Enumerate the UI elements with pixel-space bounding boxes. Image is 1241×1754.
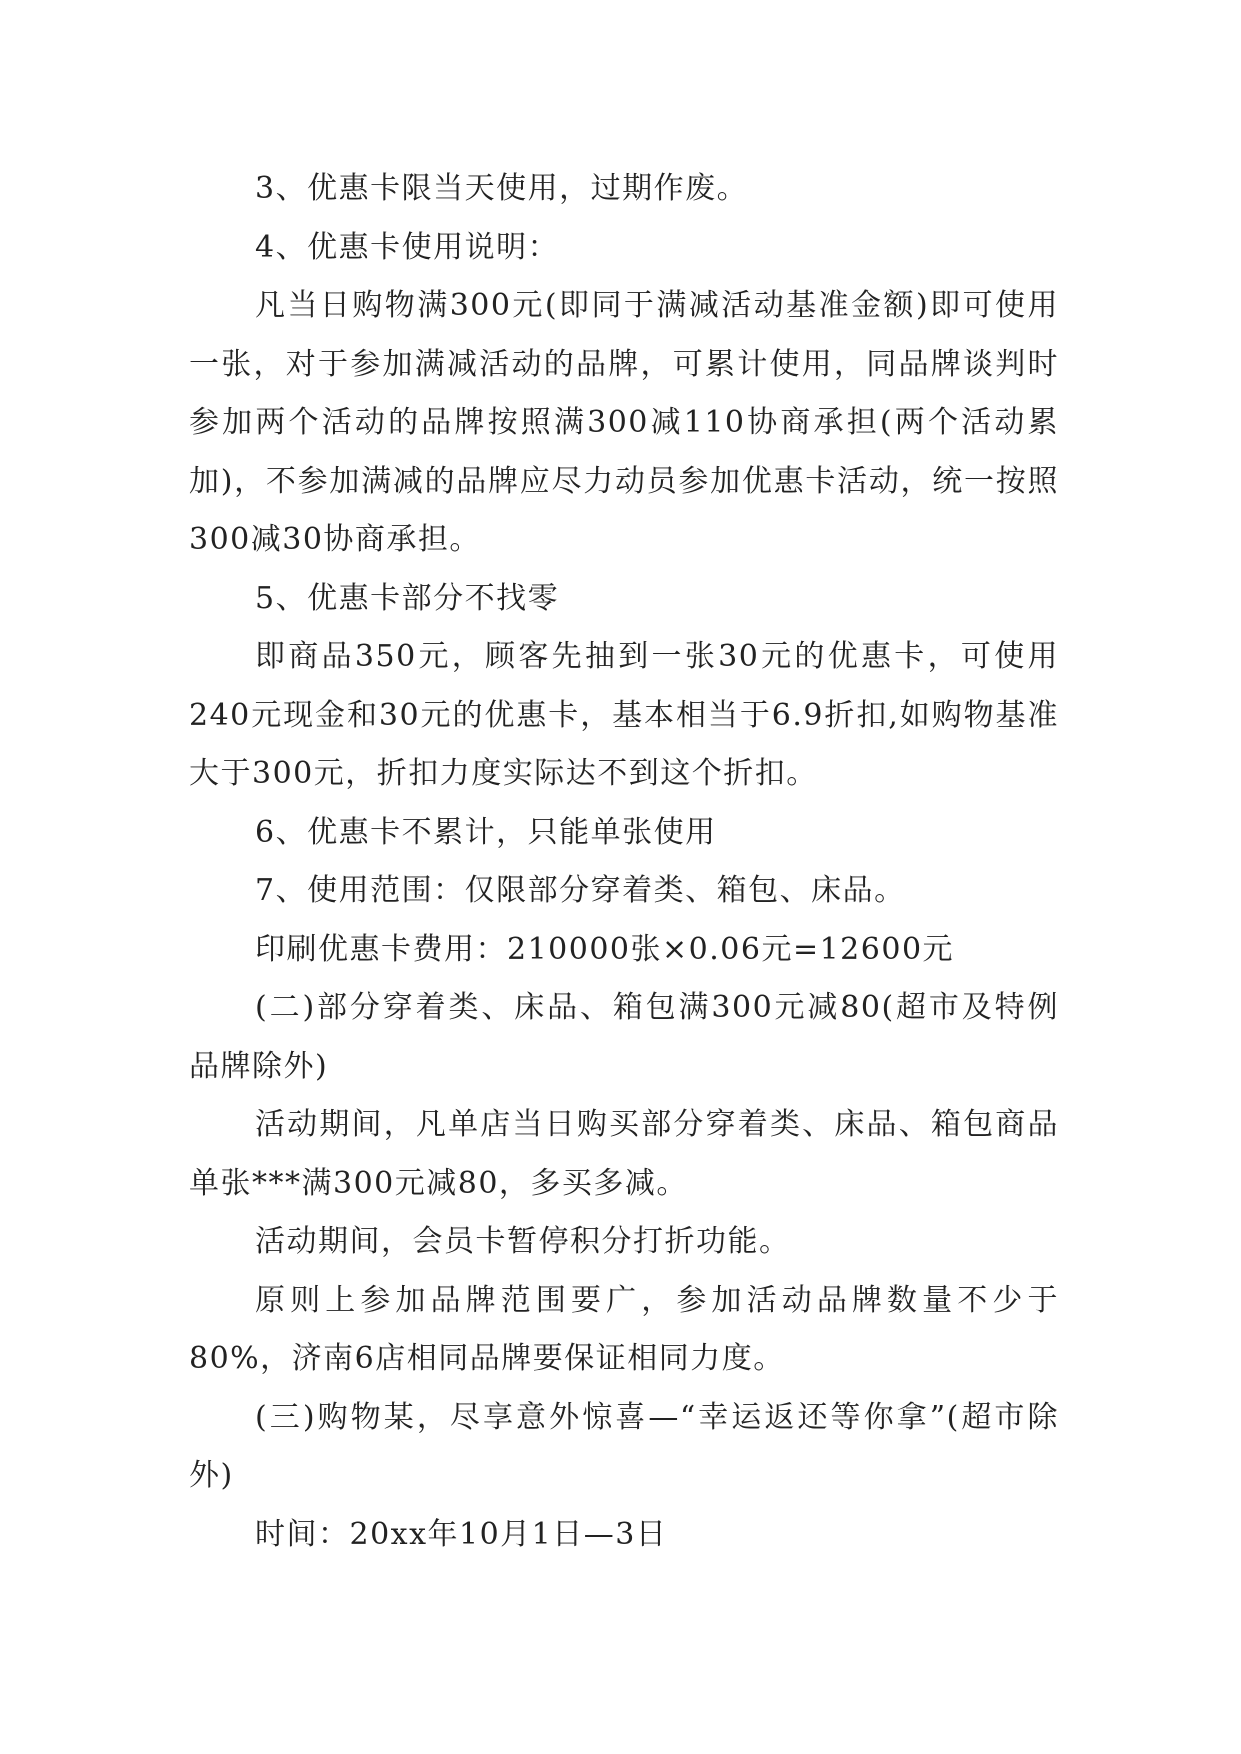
paragraph: 印刷优惠卡费用：210000张×0.06元=12600元 xyxy=(255,931,955,967)
paragraph: 凡当日购物满300元(即同于满减活动基准金额)即可使用一张，对于参加满减活动的品牌，可累计使用，同品牌谈判时参加两个活动的品牌按照满300减110协商承担(两个活动累加)，不参加满减的品牌应尽力动员参加优惠卡活动，统一按照300减30协商承担。 xyxy=(189,288,1059,557)
paragraph: 5、优惠卡部分不找零 xyxy=(255,580,560,616)
paragraph: 即商品350元，顾客先抽到一张30元的优惠卡，可使用240元现金和30元的优惠卡，基本相当于6.9折扣,如购物基准大于300元，折扣力度实际达不到这个折扣。 xyxy=(189,639,1059,791)
paragraph: 4、优惠卡使用说明： xyxy=(255,229,560,265)
paragraph: 活动期间，会员卡暂停积分打折功能。 xyxy=(255,1224,791,1259)
paragraph: (二)部分穿着类、床品、箱包满300元减80(超市及特例品牌除外) xyxy=(189,990,1059,1084)
paragraph: 原则上参加品牌范围要广，参加活动品牌数量不少于80%，济南6店相同品牌要保证相同力度。 xyxy=(189,1282,1059,1376)
document-body xyxy=(189,160,1059,1564)
paragraph: 时间：20xx年10月1日—3日 xyxy=(255,1516,668,1552)
paragraph: 3、优惠卡限当天使用，过期作废。 xyxy=(255,171,749,206)
paragraph: 活动期间，凡单店当日购买部分穿着类、床品、箱包商品单张***满300元减80，多买多减。 xyxy=(189,1107,1059,1201)
paragraph: 6、优惠卡不累计，只能单张使用 xyxy=(255,814,717,850)
paragraph: 7、使用范围：仅限部分穿着类、箱包、床品。 xyxy=(255,873,906,908)
paragraph: (三)购物某，尽享意外惊喜—“幸运返还等你拿”(超市除外) xyxy=(189,1399,1059,1493)
